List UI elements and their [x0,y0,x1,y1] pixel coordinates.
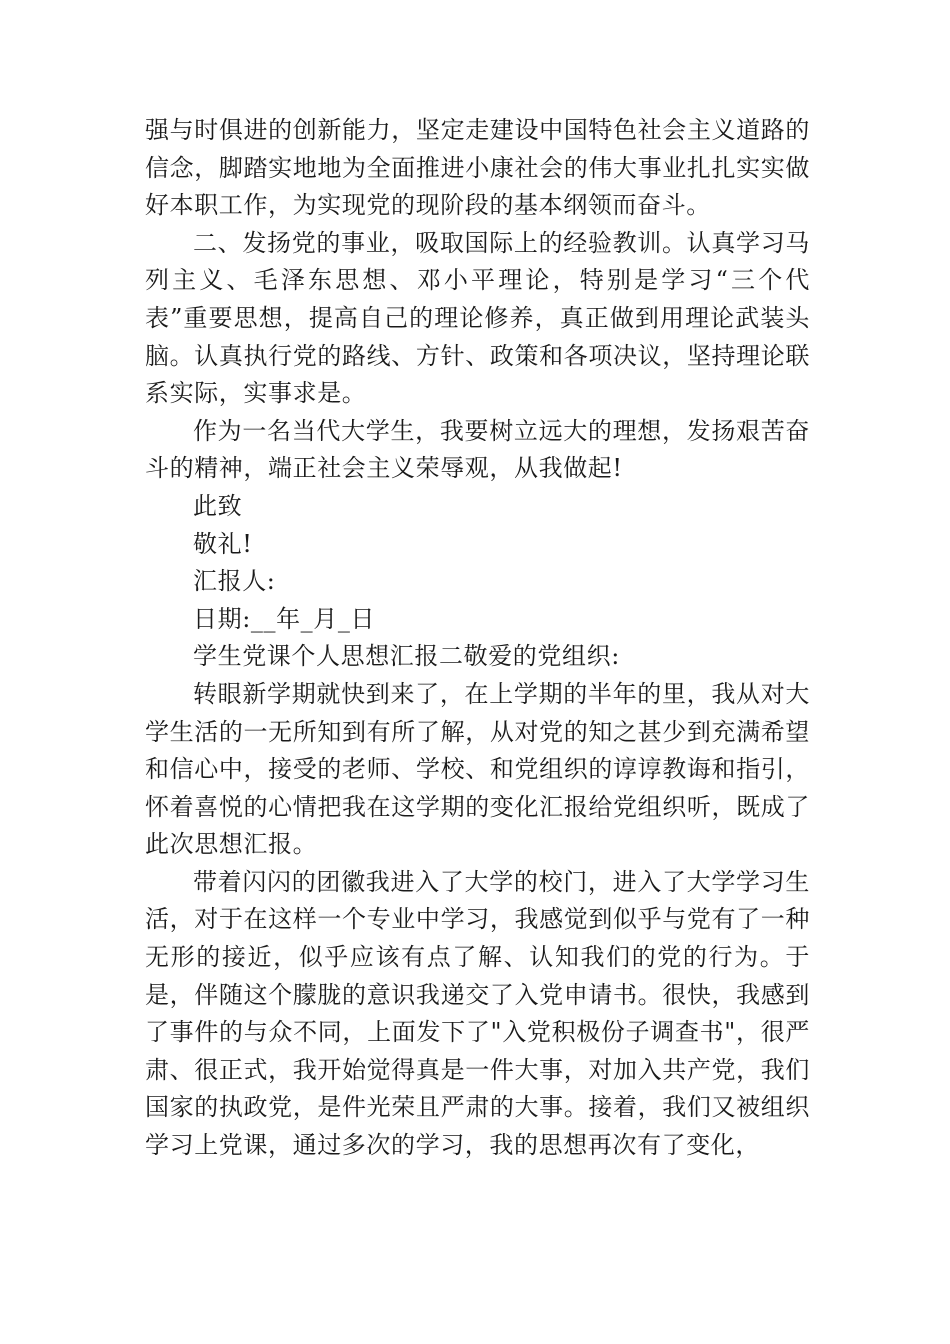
paragraph-conclusion: 作为一名当代大学生，我要树立远大的理想，发扬艰苦奋斗的精神，端正社会主义荣辱观，从我做起! [145,416,810,483]
paragraph-continuation: 强与时俱进的创新能力，坚定走建设中国特色社会主义道路的信念，脚踏实地地为全面推进小康社会的伟大事业扎扎实实做好本职工作，为实现党的现阶段的基本纲领而奋斗。 [145,116,810,220]
closing-reporter: 汇报人: [193,567,276,596]
document-page [145,112,810,1165]
paragraph-new-semester: 转眼新学期就快到来了，在上学期的半年的里，我从对大学生活的一无所知到有所了解，从对党的知之甚少到充满希望和信心中，接受的老师、学校、和党组织的谆谆教诲和指引，怀着喜悦的心情把我在这学期的变化汇报给党组织听，既成了此次思想汇报。 [145,679,810,859]
closing-respect: 敬礼! [193,529,253,558]
paragraph-point-two: 二、发扬党的事业，吸取国际上的经验教训。认真学习马列主义、毛泽东思想、邓小平理论，特别是学习“三个代表”重要思想，提高自己的理论修养，真正做到用理论武装头脑。认真执行党的路线、方针、政策和各项决议，坚持理论联系实际，实事求是。 [145,228,810,408]
closing-salutation: 此致 [193,491,243,520]
closing-date: 日期:__年_月_日 [193,604,376,633]
section-title: 学生党课个人思想汇报二敬爱的党组织: [193,642,620,671]
paragraph-university-entry: 带着闪闪的团徽我进入了大学的校门，进入了大学学习生活，对于在这样一个专业中学习，我感觉到似乎与党有了一种无形的接近，似乎应该有点了解、认知我们的党的行为。于是，伴随这个朦胧的意识我递交了入党申请书。很快，我感到了事件的与众不同，上面发下了"入党积极份子调查书"，很严肃、很正式，我开始觉得真是一件大事，对加入共产党，我们国家的执政党，是件光荣且严肃的大事。接着，我们又被组织学习上党课，通过多次的学习，我的思想再次有了变化， [145,867,810,1160]
